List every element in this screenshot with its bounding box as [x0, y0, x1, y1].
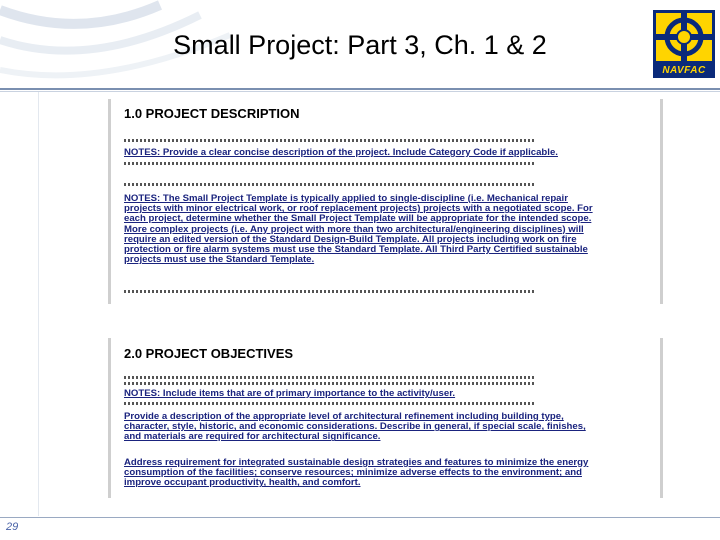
panel-edge-left [108, 338, 111, 498]
asterisk-divider [124, 290, 536, 293]
asterisk-divider [124, 402, 536, 405]
asterisk-divider [124, 376, 536, 379]
asterisk-divider [124, 162, 536, 165]
footer-divider [0, 517, 720, 518]
header-divider [0, 88, 720, 90]
notes-paragraph: NOTES: Provide a clear concise description of the project. Include Category Code if applicable. [124, 147, 558, 158]
panel-edge-left [108, 99, 111, 304]
section-heading: 1.0 PROJECT DESCRIPTION [124, 106, 300, 121]
left-margin-rule [38, 92, 39, 516]
document-excerpt-project-objectives [108, 338, 663, 498]
asterisk-divider [124, 382, 536, 385]
slide-title: Small Project: Part 3, Ch. 1 & 2 [173, 30, 547, 60]
logo-wordmark: NAVFAC [653, 63, 715, 78]
slide-number: 29 [6, 521, 19, 533]
notes-paragraph: NOTES: The Small Project Template is typically applied to single-discipline (i.e. Mechanical repair projects with minor electrical work, or roof replacement projects) projects with a negotiated scope. For each project, determine whether the Small Project Template will be appropriate for the intended scope. More complex projects (i.e. Any project with more than two architectural/engineering disciplines) will require an edited version of the Standard Design-Build Template. All projects including work on fire protection or fire alarm systems must use the Standard Template. All Third Party Certified sustainable projects must use the Standard Template. [124, 193, 593, 266]
body-paragraph: Provide a description of the appropriate level of architectural refinement including building type, character, style, historic, and economic considerations. Describe in general, if special scale, finishes, and materials are required for architectural significance. [124, 411, 586, 443]
asterisk-divider [124, 139, 536, 142]
asterisk-divider [124, 183, 536, 186]
panel-edge-right [660, 99, 663, 304]
notes-paragraph: NOTES: Include items that are of primary importance to the activity/user. [124, 388, 456, 399]
body-paragraph: Address requirement for integrated sustainable design strategies and features to minimize the energy consumption of the facilities; conserve resources; minimize adverse effects to the environment; and improve occupant productivity, health, and comfort. [124, 457, 589, 489]
section-heading: 2.0 PROJECT OBJECTIVES [124, 346, 294, 361]
header-divider-thin [0, 91, 720, 92]
document-excerpt-project-description [108, 99, 663, 304]
panel-edge-right [660, 338, 663, 498]
